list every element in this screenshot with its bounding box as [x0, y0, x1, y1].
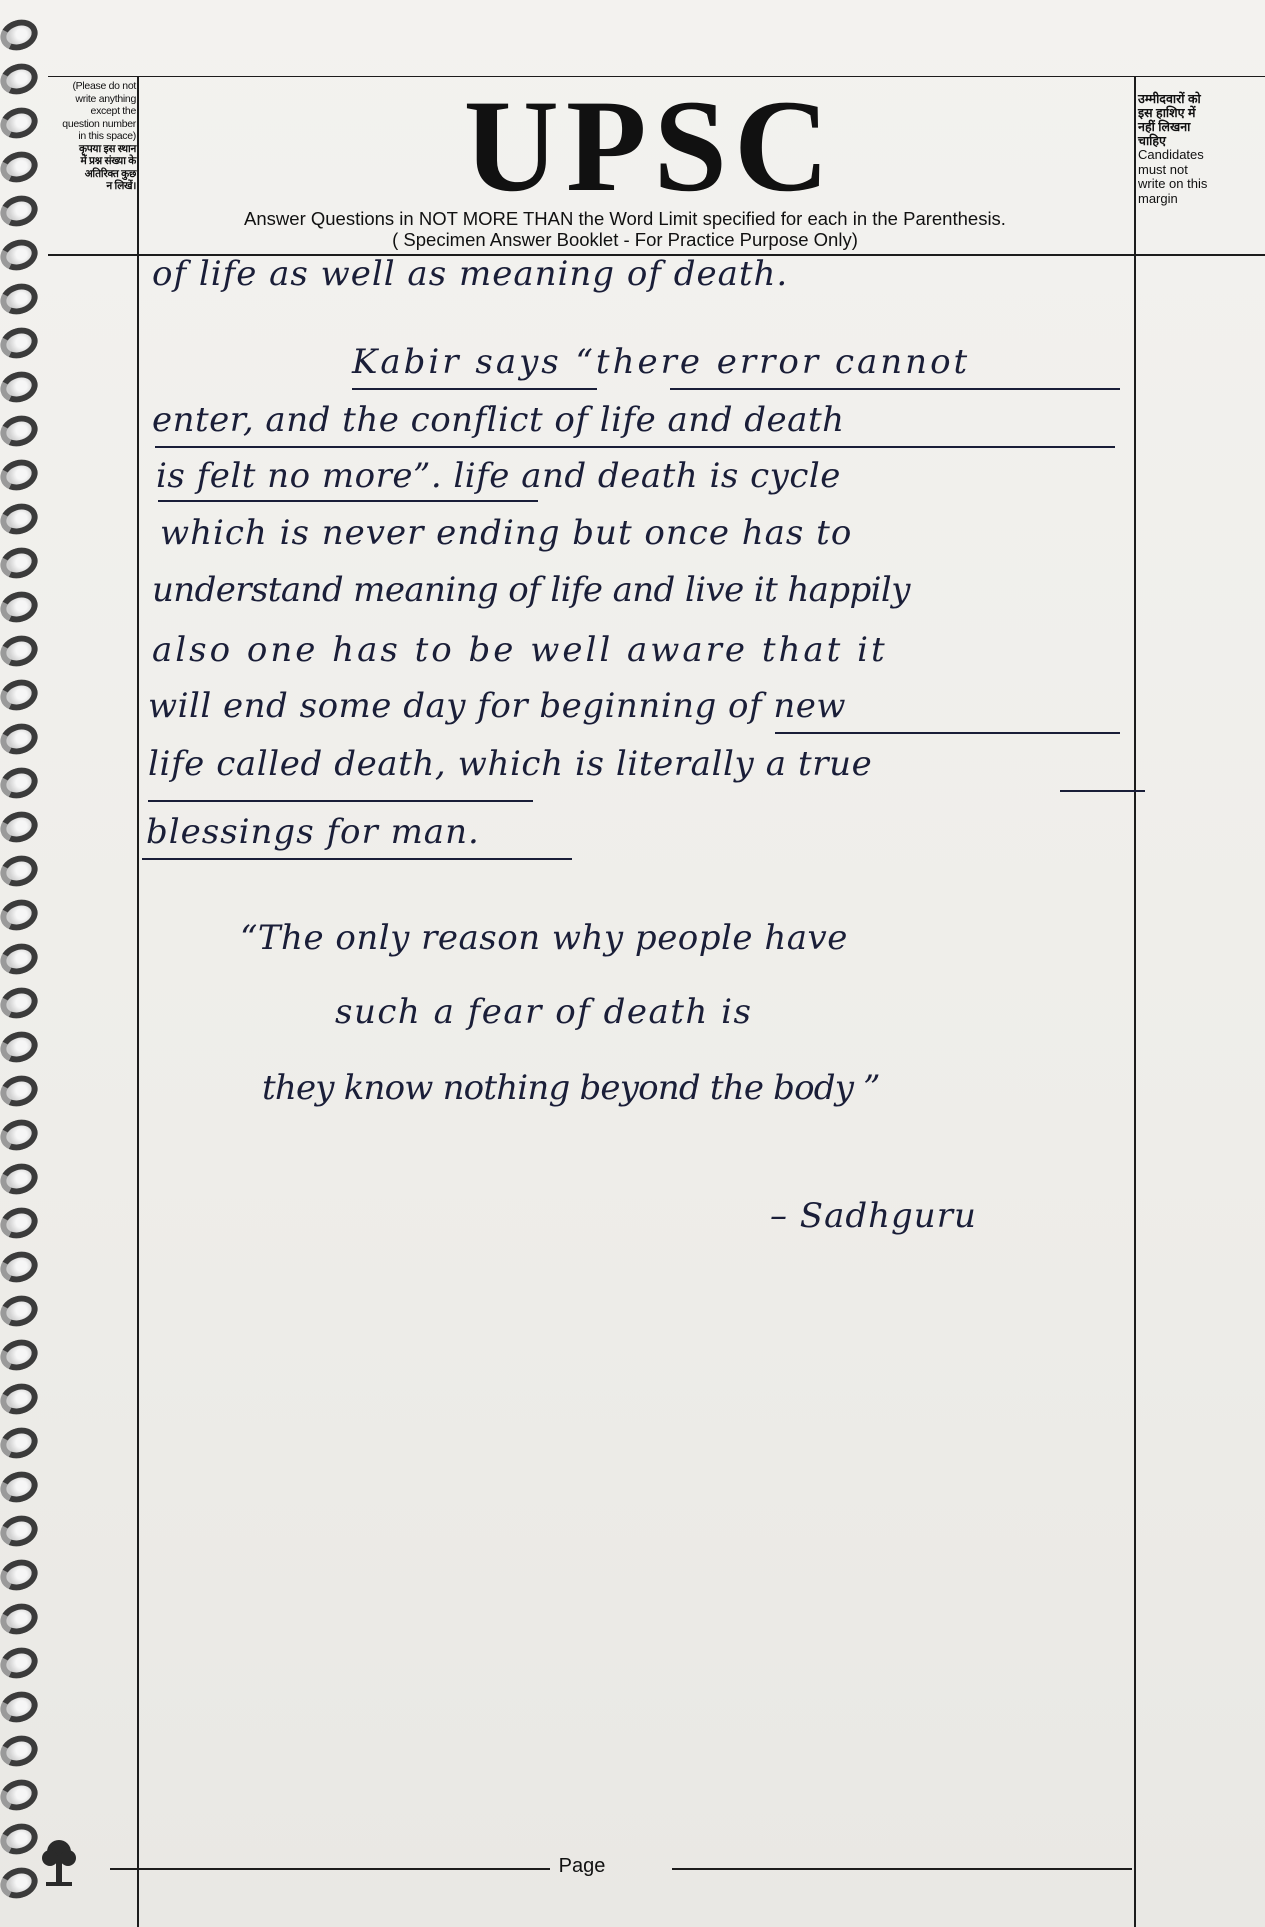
right-note-en-1: Candidates [1138, 147, 1204, 162]
binding-ring [0, 1643, 42, 1683]
binding-ring [0, 279, 42, 319]
underline-kabir [352, 388, 597, 390]
binding-ring [0, 1555, 42, 1595]
binding-ring [0, 1423, 42, 1463]
answer-line-9: life called death, which is literally a true [148, 744, 873, 784]
binding-ring [0, 1247, 42, 1287]
binding-ring [0, 763, 42, 803]
spiral-binding [0, 0, 44, 1927]
binding-ring [0, 191, 42, 231]
word-limit-instruction: Answer Questions in NOT MORE THAN the Word Limit specified for each in the Parenthesis. [244, 208, 1006, 229]
left-note-en-3: except the [90, 105, 136, 117]
underline-true [1060, 790, 1145, 792]
page-label: Page [558, 1855, 606, 1877]
quote-line-2: such a fear of death is [335, 992, 753, 1032]
binding-ring [0, 1203, 42, 1243]
binding-ring [0, 323, 42, 363]
underline-beginning [775, 732, 1120, 734]
right-margin-rule [1134, 76, 1136, 1927]
answer-line-7: also one has to be well aware that it [152, 630, 888, 670]
binding-ring [0, 675, 42, 715]
right-note-en-3: write on this [1138, 176, 1208, 191]
binding-ring [0, 587, 42, 627]
binding-ring [0, 1335, 42, 1375]
answer-line-4: is felt no more”. life and death is cycle [156, 456, 841, 496]
binding-ring [0, 411, 42, 451]
binding-ring [0, 1599, 42, 1639]
specimen-notice: ( Specimen Answer Booklet - For Practice Purpose Only) [392, 229, 858, 250]
binding-ring [0, 939, 42, 979]
answer-line-5: which is never ending but once has to [160, 513, 853, 553]
binding-ring [0, 983, 42, 1023]
underline-quote-1 [670, 388, 1120, 390]
right-margin-instructions [1138, 92, 1228, 206]
answer-line-3: enter, and the conflict of life and death [152, 400, 845, 440]
binding-ring [0, 1819, 42, 1859]
upsc-logo-text: UPSC [463, 72, 837, 219]
binding-ring [0, 15, 42, 55]
left-note-hi-2: में प्रश्न संख्या के [80, 155, 136, 167]
underline-quote-2 [155, 446, 1115, 448]
binding-ring [0, 1687, 42, 1727]
left-note-hi-3: अतिरिक्त कुछ [84, 167, 136, 180]
binding-ring [0, 1467, 42, 1507]
left-margin-instructions [50, 80, 136, 193]
binding-ring [0, 807, 42, 847]
right-note-hi-2: इस हाशिए में [1138, 106, 1196, 120]
left-note-en-4: question number [62, 117, 136, 130]
binding-ring [0, 1511, 42, 1551]
right-note-hi-1: उम्मीदवारों को [1138, 92, 1201, 106]
left-note-en-2: write anything [75, 92, 136, 105]
binding-ring [0, 455, 42, 495]
quote-attribution: – Sadhguru [770, 1196, 977, 1236]
left-margin-rule [137, 76, 139, 1927]
binding-ring [0, 147, 42, 187]
binding-ring [0, 1071, 42, 1111]
binding-ring [0, 1291, 42, 1331]
binding-ring [0, 1027, 42, 1067]
left-note-hi-4: न लिखें। [106, 180, 136, 192]
binding-ring [0, 1115, 42, 1155]
left-note-hi-1: कृपया इस स्थान [78, 142, 136, 155]
underline-blessings [142, 858, 572, 860]
quote-line-1: “The only reason why people have [240, 918, 848, 958]
binding-ring [0, 1159, 42, 1199]
binding-ring [0, 719, 42, 759]
binding-ring [0, 1863, 42, 1903]
binding-ring [0, 1379, 42, 1419]
binding-ring [0, 499, 42, 539]
answer-line-8: will end some day for beginning of new [148, 686, 847, 726]
answer-line-2: Kabir says “there error cannot [352, 342, 971, 382]
left-note-en-1: (Please do not [72, 80, 136, 92]
tree-logo-icon [38, 1836, 80, 1896]
right-note-hi-3: नहीं लिखना [1138, 120, 1191, 134]
binding-ring [0, 367, 42, 407]
binding-ring [0, 631, 42, 671]
answer-line-10: blessings for man. [146, 812, 480, 852]
binding-ring [0, 851, 42, 891]
underline-quote-3 [158, 500, 538, 502]
binding-ring [0, 1731, 42, 1771]
binding-ring [0, 103, 42, 143]
left-note-en-5: in this space) [78, 130, 136, 142]
binding-ring [0, 1775, 42, 1815]
right-note-en-2: must not [1138, 161, 1188, 177]
binding-ring [0, 543, 42, 583]
answer-line-6: understand meaning of life and live it happily [152, 570, 910, 610]
binding-ring [0, 59, 42, 99]
binding-ring [0, 235, 42, 275]
answer-line-1: of life as well as meaning of death. [152, 254, 789, 294]
underline-life-called-death [148, 800, 533, 802]
footer-rule-right [672, 1868, 1132, 1870]
footer-rule-left [110, 1868, 550, 1870]
binding-ring [0, 895, 42, 935]
right-note-hi-4: चाहिए [1138, 134, 1166, 148]
quote-line-3: they know nothing beyond the body ” [262, 1068, 880, 1108]
right-note-en-4: margin [1138, 190, 1178, 206]
